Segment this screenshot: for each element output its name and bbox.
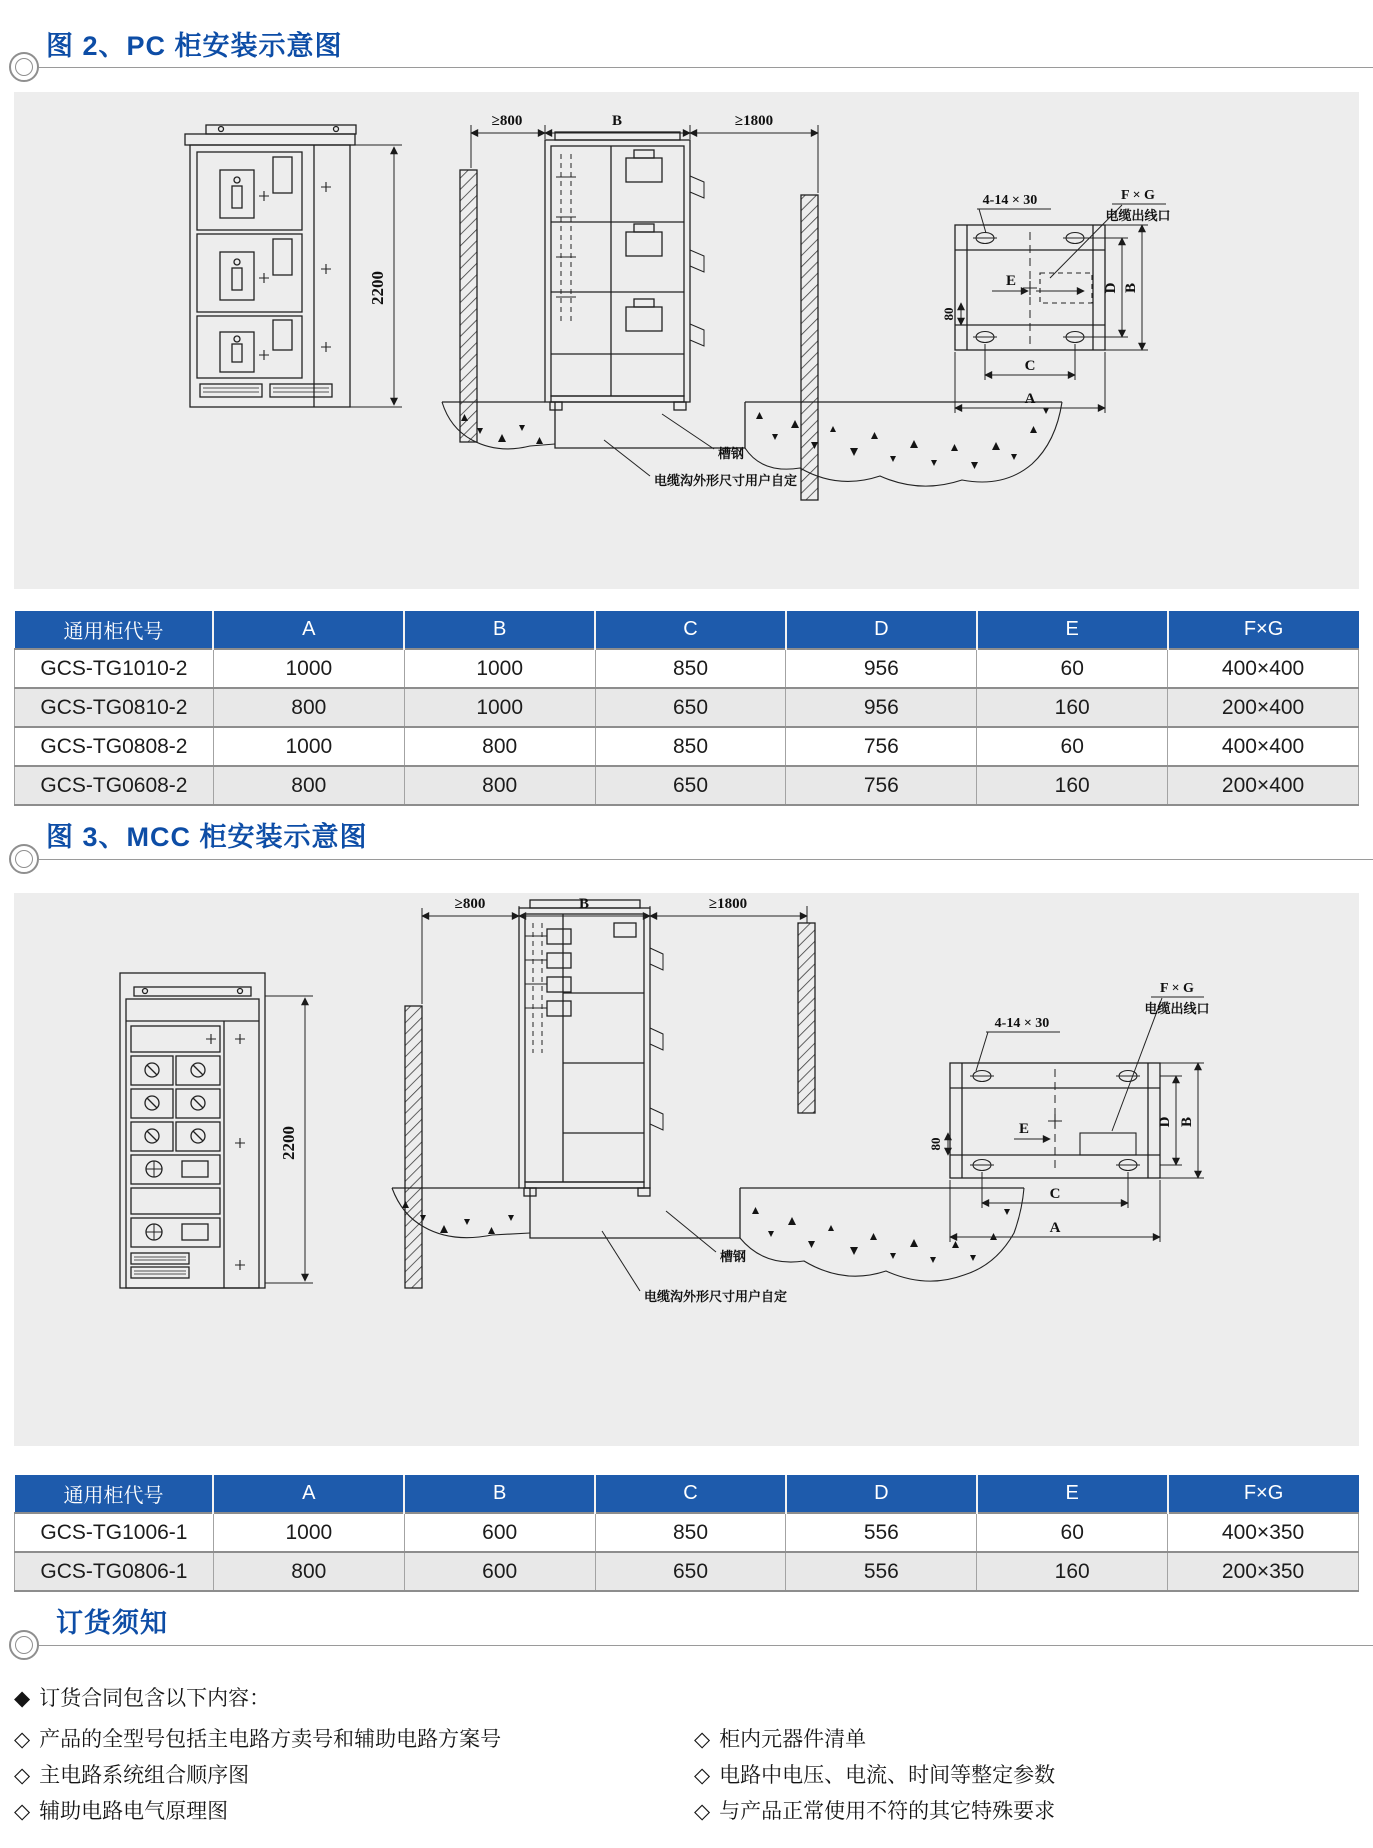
note-item [694, 1759, 1055, 1789]
table-row [15, 727, 1359, 766]
note-item [694, 1723, 866, 1753]
cell-code: GCS-TG0810-2 [15, 688, 214, 727]
pc-dimension-table [14, 611, 1359, 806]
cell-a: 1000 [213, 727, 404, 766]
notes-intro-text: 订货合同包含以下内容： [39, 1687, 271, 1710]
header-c: C [595, 1475, 786, 1513]
cell-c: 850 [595, 727, 786, 766]
notes-intro [14, 1682, 270, 1712]
cell-d: 956 [786, 688, 977, 727]
mcc-install-diagram [14, 893, 1359, 1446]
cell-code: GCS-TG1006-1 [15, 1513, 214, 1552]
header-e: E [977, 611, 1168, 649]
cell-d: 756 [786, 766, 977, 805]
note-item-text: 电路中电压、电流、时间等整定参数 [719, 1764, 1056, 1787]
dim-d-label: D [1157, 1116, 1173, 1128]
dim-a-label: A [1049, 1220, 1061, 1236]
dim-e-label: E [1018, 1121, 1030, 1137]
notes-title: 订货须知 [56, 1608, 168, 1638]
cell-b: 1000 [404, 688, 595, 727]
cell-c: 650 [595, 688, 786, 727]
cell-a: 1000 [213, 1513, 404, 1552]
hollow-diamond-bullet: ◇ [14, 1800, 31, 1823]
cell-d: 556 [786, 1513, 977, 1552]
fg-label: F × G [1121, 188, 1155, 203]
rear-clearance-label: ≥1800 [734, 113, 774, 129]
dim-c-label: C [1024, 358, 1036, 374]
mount-holes-label: 4-14 × 30 [982, 193, 1038, 208]
header-cabinet-code: 通用柜代号 [15, 611, 214, 649]
pc-install-diagram [14, 92, 1359, 589]
cell-code: GCS-TG0806-1 [15, 1552, 214, 1591]
table-row [15, 1552, 1359, 1591]
note-item [14, 1759, 249, 1789]
hollow-diamond-bullet: ◇ [694, 1800, 711, 1823]
note-item-text: 与产品正常使用不符的其它特殊要求 [719, 1800, 1056, 1823]
height-2200-label: 2200 [279, 1126, 298, 1160]
width-b-label: B [611, 113, 623, 129]
cell-fxg: 200×400 [1168, 766, 1359, 805]
mount-holes-label: 4-14 × 30 [994, 1016, 1050, 1031]
cell-e: 60 [977, 649, 1168, 688]
header-a: A [213, 611, 404, 649]
front-clearance-label: ≥800 [454, 896, 486, 912]
cell-b: 600 [404, 1552, 595, 1591]
width-b-label: B [578, 896, 590, 912]
figure2-title: 图 2、PC 柜安装示意图 [46, 31, 343, 61]
trench-note-label: 电缆沟外形尺寸用户自定 [644, 1289, 788, 1304]
note-item [14, 1795, 228, 1825]
height-2200-label: 2200 [368, 271, 387, 305]
table-row [15, 688, 1359, 727]
hollow-diamond-bullet: ◇ [14, 1764, 31, 1787]
mcc-section-view [392, 900, 1024, 1291]
cell-b: 1000 [404, 649, 595, 688]
rear-clearance-label: ≥1800 [708, 896, 748, 912]
mcc-front-view [120, 973, 265, 1288]
cable-outlet-label: 电缆出线口 [1105, 208, 1171, 223]
cell-c: 850 [595, 649, 786, 688]
dim-a-label: A [1024, 391, 1036, 407]
trench-note-label: 电缆沟外形尺寸用户自定 [654, 473, 798, 488]
section-ring-ornament [9, 52, 39, 82]
hollow-diamond-bullet: ◇ [694, 1764, 711, 1787]
header-d: D [786, 1475, 977, 1513]
gravel-right [756, 408, 1049, 469]
header-b: B [404, 1475, 595, 1513]
section-ring-ornament [9, 844, 39, 874]
cell-code: GCS-TG0808-2 [15, 727, 214, 766]
note-item [694, 1795, 1055, 1825]
cell-code: GCS-TG0608-2 [15, 766, 214, 805]
cell-b: 800 [404, 727, 595, 766]
cell-d: 756 [786, 727, 977, 766]
table-header-row [15, 1475, 1359, 1513]
mcc-install-diagram-panel [14, 893, 1359, 1446]
hollow-diamond-bullet: ◇ [694, 1728, 711, 1751]
cell-c: 650 [595, 766, 786, 805]
table-row [15, 1513, 1359, 1552]
header-cabinet-code: 通用柜代号 [15, 1475, 214, 1513]
cell-a: 800 [213, 688, 404, 727]
cell-a: 800 [213, 1552, 404, 1591]
note-item-text: 柜内元器件清单 [719, 1728, 867, 1751]
cell-b: 600 [404, 1513, 595, 1552]
header-e: E [977, 1475, 1168, 1513]
cell-d: 956 [786, 649, 977, 688]
header-a: A [213, 1475, 404, 1513]
dim-80-label: 80 [941, 307, 956, 321]
section-rule [39, 1645, 1373, 1646]
cell-fxg: 200×400 [1168, 688, 1359, 727]
gravel-right [752, 1207, 1010, 1263]
dim-b-label: B [1179, 1116, 1195, 1128]
section-rule [39, 67, 1373, 68]
mcc-dimension-table [14, 1475, 1359, 1592]
pc-install-diagram-panel [14, 92, 1359, 589]
cell-c: 650 [595, 1552, 786, 1591]
table-row [15, 766, 1359, 805]
pc-section-view [442, 125, 1062, 500]
figure3-title: 图 3、MCC 柜安装示意图 [46, 822, 368, 852]
section-ring-ornament [9, 1630, 39, 1660]
dim-e-label: E [1005, 273, 1017, 289]
pc-front-view [185, 125, 356, 407]
section-rule [39, 859, 1373, 860]
note-item-text: 产品的全型号包括主电路方卖号和辅助电路方案号 [39, 1728, 502, 1751]
table-header-row [15, 611, 1359, 649]
table-row [15, 649, 1359, 688]
cell-fxg: 400×350 [1168, 1513, 1359, 1552]
cell-c: 850 [595, 1513, 786, 1552]
pc-plan-view [955, 204, 1166, 413]
channel-steel-label: 槽钢 [718, 446, 745, 461]
fg-label: F × G [1160, 981, 1194, 996]
cell-e: 60 [977, 727, 1168, 766]
cell-fxg: 400×400 [1168, 727, 1359, 766]
cell-fxg: 200×350 [1168, 1552, 1359, 1591]
cell-e: 160 [977, 766, 1168, 805]
dim-80-label: 80 [928, 1137, 943, 1151]
dim-b-label: B [1123, 282, 1139, 294]
cell-e: 160 [977, 688, 1168, 727]
header-fxg: F×G [1168, 1475, 1359, 1513]
hollow-diamond-bullet: ◇ [14, 1728, 31, 1751]
cell-a: 800 [213, 766, 404, 805]
dim-d-label: D [1103, 282, 1119, 294]
cell-fxg: 400×400 [1168, 649, 1359, 688]
header-b: B [404, 611, 595, 649]
filled-diamond-bullet: ◆ [14, 1687, 31, 1710]
cable-outlet-label: 电缆出线口 [1144, 1001, 1210, 1016]
cell-code: GCS-TG1010-2 [15, 649, 214, 688]
cell-e: 160 [977, 1552, 1168, 1591]
note-item-text: 辅助电路电气原理图 [39, 1800, 229, 1823]
channel-steel-label: 槽钢 [720, 1249, 747, 1264]
cell-e: 60 [977, 1513, 1168, 1552]
cell-b: 800 [404, 766, 595, 805]
cell-a: 1000 [213, 649, 404, 688]
header-c: C [595, 611, 786, 649]
header-d: D [786, 611, 977, 649]
front-clearance-label: ≥800 [491, 113, 523, 129]
note-item-text: 主电路系统组合顺序图 [39, 1764, 250, 1787]
header-fxg: F×G [1168, 611, 1359, 649]
cell-d: 556 [786, 1552, 977, 1591]
note-item [14, 1723, 501, 1753]
dim-c-label: C [1049, 1186, 1061, 1202]
